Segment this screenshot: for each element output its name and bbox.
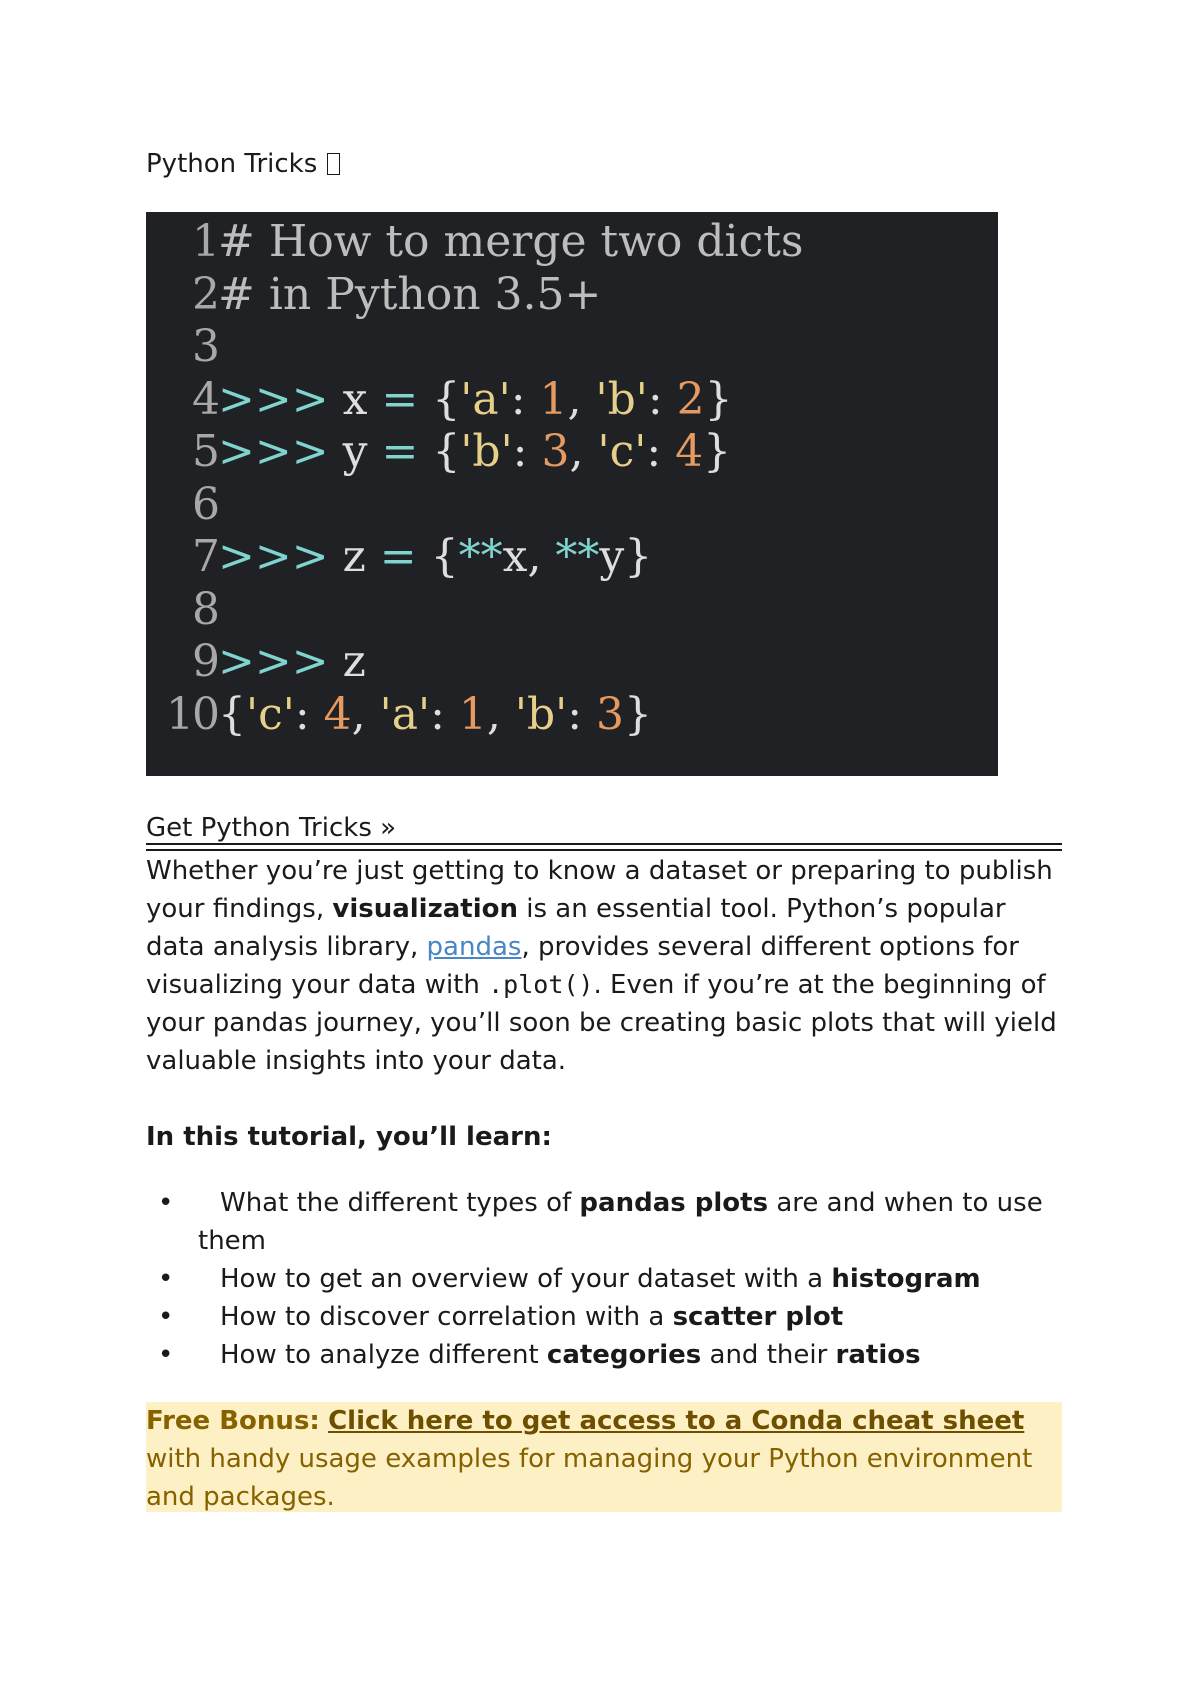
code-line [146,214,803,270]
code-token: y [328,426,382,477]
code-token: , [567,374,596,425]
code-token: { [418,426,461,477]
list-item-text [198,1188,1043,1256]
list-item [146,1260,1062,1298]
line-number: 9 [192,636,218,687]
code-token: 2 [676,374,705,425]
code-token: : [646,426,676,477]
intro-paragraph [146,852,1062,1080]
list-item-text [198,1340,921,1370]
list-item-part: How to discover correlation with a [220,1302,673,1332]
learn-heading: In this tutorial, you’ll learn: [146,1122,552,1152]
code-token: 3 [541,426,570,477]
bullet-icon: • [158,1264,174,1294]
page-title-text: Python Tricks [146,149,318,179]
code-token: 'a' [379,689,431,740]
intro-text: , provides several different options for visualizing your data with [146,932,1019,1000]
line-number: 5 [192,426,218,477]
bonus-box [146,1402,1062,1512]
code-line [146,319,218,375]
code-token: : [294,689,324,740]
list-item-bold: pandas plots [579,1188,769,1218]
code-token: z [328,636,366,687]
list-item-text [198,1264,981,1294]
code-token: } [624,689,653,740]
inline-code: .plot() [488,970,594,999]
line-number: 4 [192,374,218,425]
intro-text: . Even if you’re at the beginning of your pandas journey, you’ll soon be creating basic plots that will yield valuable insights into your data. [146,970,1057,1076]
line-number: 7 [192,531,218,582]
code-token: = [381,426,419,477]
list-item-text [198,1302,843,1332]
code-token: # in Python 3.5+ [218,269,602,320]
intro-bold: visualization [332,894,518,924]
code-token: ** [555,531,600,582]
line-number: 3 [192,321,218,372]
code-token: 4 [675,426,704,477]
line-number: 10 [166,689,218,740]
code-token: 1 [458,689,487,740]
list-item-part: are and when to use them [198,1188,1043,1256]
list-item-part: and their [701,1340,836,1370]
list-item [146,1298,1062,1336]
code-token: : [430,689,459,740]
code-token: z [328,531,380,582]
code-token: 'b' [595,374,648,425]
code-text [218,269,601,320]
list-item-part: How to get an overview of your dataset with a [220,1264,832,1294]
code-token: = [379,531,417,582]
conda-cheat-sheet-link[interactable]: Click here to get access to a Conda cheat sheet [328,1406,1025,1436]
code-text [218,426,731,477]
page-title [146,146,340,182]
code-token: 'a' [460,374,511,425]
code-token: 'b' [460,426,513,477]
code-token: , [351,689,380,740]
divider [146,843,1062,845]
code-line [146,687,652,743]
intro-text: is an essential tool. Python’s popular data analysis library, [146,894,1006,962]
list-item-part: How to analyze different [220,1340,547,1370]
bonus-rest: with handy usage examples for managing your Python environment and packages. [146,1444,1033,1512]
line-number: 1 [192,216,218,267]
code-token: : [647,374,677,425]
code-line [146,634,366,690]
pandas-link[interactable]: pandas [426,932,522,962]
get-python-tricks-link[interactable]: Get Python Tricks » [146,813,397,843]
line-number: 8 [192,584,218,635]
bonus-label: Free Bonus: [146,1406,320,1436]
list-item-bold: ratios [835,1340,921,1370]
code-line [146,582,218,638]
code-token: = [381,374,419,425]
code-text [218,531,652,582]
bullet-icon: • [158,1340,174,1370]
learn-list [146,1184,1062,1374]
code-token: >>> [218,531,329,582]
list-item [146,1184,1062,1260]
code-token: } [703,426,732,477]
bullet-icon: • [158,1302,174,1332]
code-token: 'b' [514,689,568,740]
code-token: , [569,426,598,477]
list-item-part: What the different types of [220,1188,580,1218]
list-item-bold: categories [546,1340,702,1370]
code-token: y} [599,531,653,582]
code-token: ** [458,531,503,582]
divider [146,849,1062,851]
code-token: 'c' [597,426,647,477]
code-token: 'c' [246,689,295,740]
code-token: { [218,689,246,740]
code-text [218,374,733,425]
code-token: 1 [539,374,568,425]
intro-text: Whether you’re just getting to know a dataset or preparing to publish your findings, [146,856,1053,924]
list-item-bold: scatter plot [672,1302,844,1332]
code-line [146,529,652,585]
code-text [218,216,803,267]
code-token: x, [502,531,556,582]
missing-glyph-icon [327,153,340,175]
bonus-text [146,1402,1062,1516]
code-token: , [486,689,515,740]
list-item-bold: histogram [831,1264,981,1294]
code-token: >>> [218,636,329,687]
code-token: >>> [218,426,329,477]
code-token: : [567,689,597,740]
code-line [146,424,731,480]
code-line [146,477,218,533]
code-token: >>> [218,374,329,425]
line-number: 2 [192,269,218,320]
code-text [218,636,366,687]
line-number: 6 [192,479,218,530]
code-token: 4 [323,689,352,740]
code-token: { [416,531,459,582]
code-token: } [704,374,733,425]
code-token: : [512,426,542,477]
code-line [146,372,733,428]
list-item [146,1336,1062,1374]
bullet-icon: • [158,1188,174,1218]
code-line [146,267,601,323]
code-token: x [328,374,382,425]
code-token: # How to merge two dicts [218,216,804,267]
code-screenshot [146,212,998,776]
code-text [218,689,652,740]
code-token: : [510,374,540,425]
code-token: { [418,374,461,425]
code-token: 3 [596,689,625,740]
